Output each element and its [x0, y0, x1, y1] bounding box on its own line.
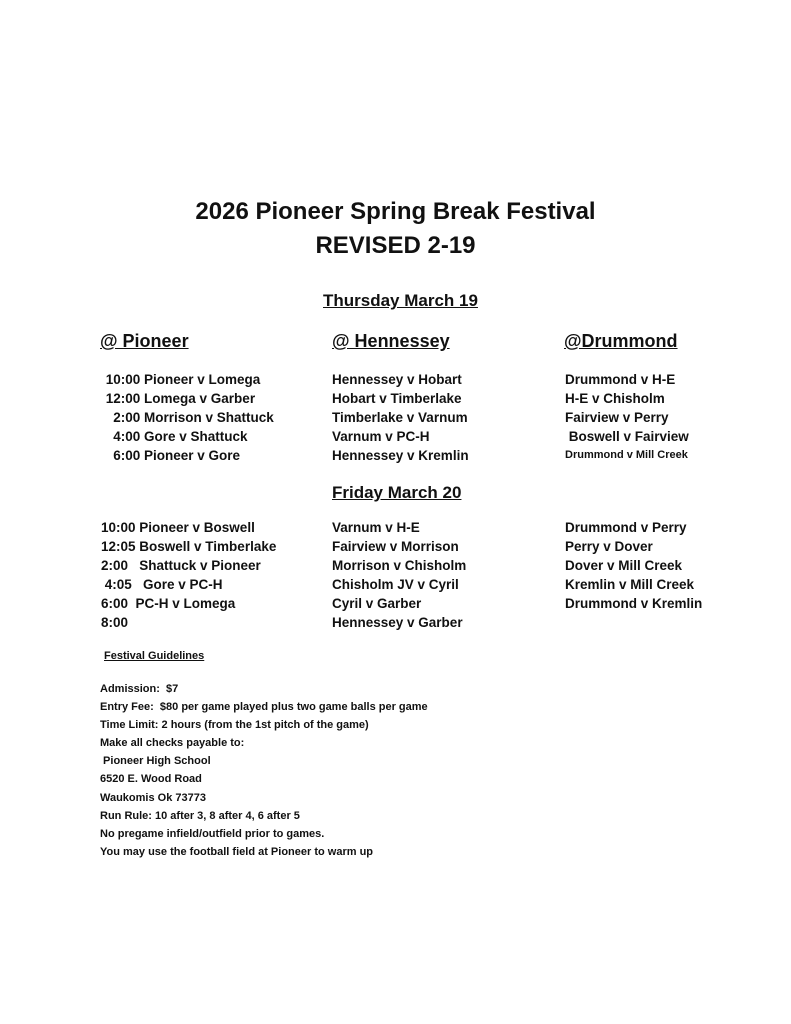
thursday-drummond-games	[565, 370, 689, 465]
game-row: Cyril v Garber	[332, 596, 422, 611]
thursday-hennessey-games	[332, 370, 469, 465]
day-heading-thursday: Thursday March 19	[323, 291, 478, 310]
guideline-line: Time Limit: 2 hours (from the 1st pitch of the game)	[100, 719, 369, 732]
guideline-line: Pioneer High School	[100, 755, 211, 768]
game-row: Chisholm JV v Cyril	[332, 577, 459, 592]
game-row: Hennessey v Kremlin	[332, 448, 469, 463]
page-title: 2026 Pioneer Spring Break Festival	[195, 198, 596, 225]
guideline-line: 6520 E. Wood Road	[100, 773, 202, 786]
game-row: Timberlake v Varnum	[332, 410, 468, 425]
game-row: 12:05 Boswell v Timberlake	[101, 539, 277, 554]
game-row: 4:00 Gore v Shattuck	[102, 429, 248, 444]
guideline-line: Entry Fee: $80 per game played plus two game balls per game	[100, 701, 428, 714]
game-row: 12:00 Lomega v Garber	[102, 391, 256, 406]
game-row: Boswell v Fairview	[565, 429, 689, 444]
guideline-line: You may use the football field at Pioneer to warm up	[100, 845, 374, 858]
game-row: 6:00 PC-H v Lomega	[101, 596, 236, 611]
game-row: Kremlin v Mill Creek	[565, 577, 695, 592]
guideline-line: Waukomis Ok 73773	[100, 791, 206, 804]
game-row: 6:00 Pioneer v Gore	[102, 448, 241, 463]
game-row: Morrison v Chisholm	[332, 558, 467, 573]
revision-subtitle: REVISED 2-19	[315, 232, 476, 259]
game-row: 2:00 Shattuck v Pioneer	[101, 558, 261, 573]
friday-drummond-games	[565, 518, 702, 613]
day-heading-friday: Friday March 20	[332, 483, 462, 502]
guideline-line: Run Rule: 10 after 3, 8 after 4, 6 after 5	[100, 809, 300, 822]
game-row: Drummond v H-E	[565, 372, 676, 387]
game-row: Drummond v Kremlin	[565, 596, 703, 611]
game-row: Fairview v Morrison	[332, 539, 459, 554]
guideline-line: Make all checks payable to:	[100, 737, 245, 750]
game-row: Hobart v Timberlake	[332, 391, 462, 406]
game-row: 10:00 Pioneer v Lomega	[102, 372, 261, 387]
guideline-line: Admission: $7	[100, 683, 179, 695]
game-row: 10:00 Pioneer v Boswell	[101, 520, 255, 535]
game-row: Drummond v Mill Creek	[565, 449, 688, 461]
game-row: Drummond v Perry	[565, 520, 687, 535]
game-row: Varnum v PC-H	[332, 429, 430, 444]
thursday-pioneer-games	[102, 370, 274, 465]
venue-heading-drummond: @Drummond	[564, 331, 678, 351]
game-row: 2:00 Morrison v Shattuck	[102, 410, 274, 425]
guidelines-list	[100, 680, 428, 861]
game-row: 8:00	[101, 615, 129, 630]
friday-hennessey-games	[332, 518, 466, 632]
game-row: 4:05 Gore v PC-H	[101, 577, 223, 592]
game-row: Perry v Dover	[565, 539, 653, 554]
game-row: Dover v Mill Creek	[565, 558, 683, 573]
game-row: Varnum v H-E	[332, 520, 420, 535]
game-row: Fairview v Perry	[565, 410, 669, 425]
venue-heading-pioneer: @ Pioneer	[100, 331, 189, 351]
game-row: H-E v Chisholm	[565, 391, 665, 406]
guideline-line: No pregame infield/outfield prior to games.	[100, 827, 325, 840]
friday-pioneer-games	[101, 518, 276, 632]
guidelines-heading: Festival Guidelines	[104, 650, 205, 662]
venue-heading-hennessey: @ Hennessey	[332, 331, 450, 351]
game-row: Hennessey v Garber	[332, 615, 463, 630]
game-row: Hennessey v Hobart	[332, 372, 462, 387]
